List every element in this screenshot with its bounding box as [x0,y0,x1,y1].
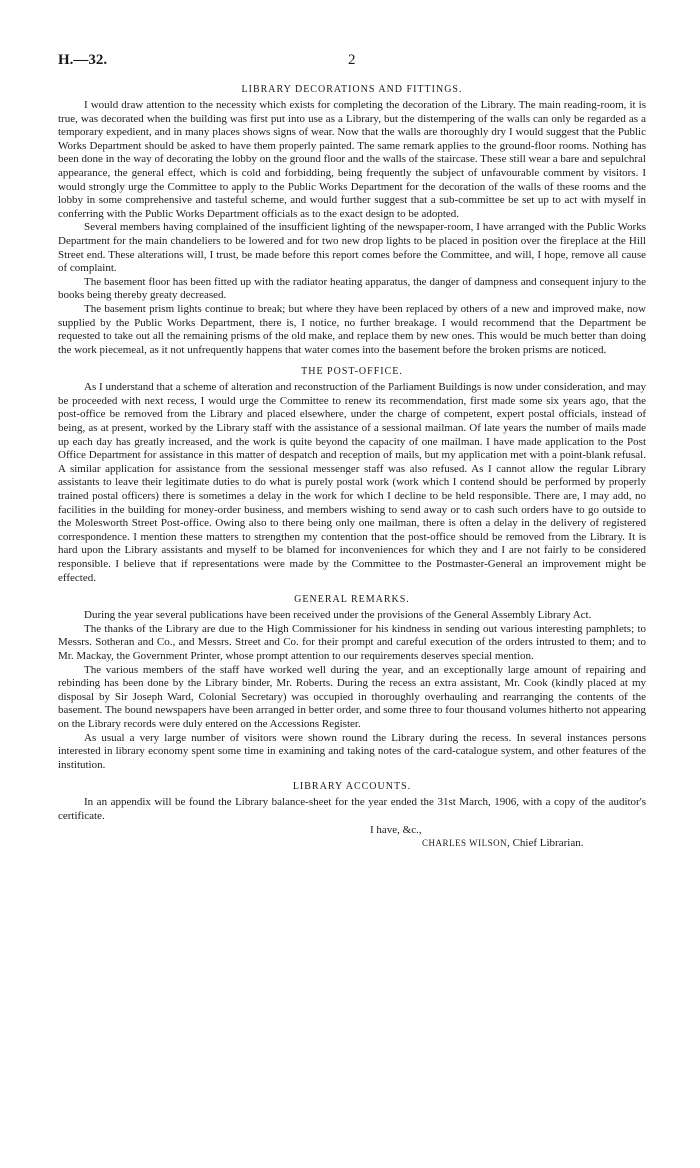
section-heading: LIBRARY ACCOUNTS. [292,781,412,793]
signatory-name: CHARLES WILSON [422,838,508,849]
paragraph: Several members having complained of the insufficient lighting of the newspaper-room, I have arranged with the Public Works Department for the main chandeliers to be lowered and for two new drop lights to be placed in position over the fireplace at the Hill Street end. These alterations will, I trust, be made before this report comes before the Committee, and will, I hope, remove all cause of complaint. [58,221,646,275]
paragraph: The basement floor has been fitted up with the radiator heating apparatus, the danger of dampness and consequent injury to the books being thereby greaty decreased. [58,275,646,302]
closing-line: I have, &c., [370,823,422,836]
paragraph: As I understand that a scheme of alteration and reconstruction of the Parliament Buildings is now under consideration, and may be proceeded with next recess, I would urge the Committee to renew its recommendation, first made some six years ago, that the post-office be removed from the Library and placed elsewhere, under the charge of competent, expert postal officials, instead of being, as at present, worked by the Library staff with the assistance of a sessional mailman. Of late years the number of mails made up each day has greatly increased, and the work is quite beyond the capacity of one mailman. I have made application to the Post Office Department for assistance in this matter of despatch and reception of mails, but my application met with a point-blank refusal. A similar application for assistance from the sessional messenger staff was also refused. As I cannot allow the regular Library assistants to leave their legitimate duties to do what is purely postal work (work which I contend should be performed by properly trained postal officers) there is sometimes a delay in the work for which I decline to be held responsible. There are, I may add, no facilities in the building for money-order business, and members wishing to send away or to cash such orders have to go outside to the Molesworth Street Post-office. Owing also to there being only one mailman, there is often a delay in the delivery of registered correspondence. I mention these matters to strengthen my contention that the post-office should be removed from the Library. It is hard upon the Library assistants and myself to be blamed for inconveniences for which they and I are not fairly to be considered responsible. I believe that if representations were made by the Committee to the Postmaster-General an improvement might be effected. [58,381,646,584]
page-header [58,52,646,72]
section-general-remarks [58,594,646,772]
section-library-accounts [58,781,646,823]
section-heading: THE POST-OFFICE. [301,366,403,378]
section-decorations [58,84,646,357]
paragraph: The thanks of the Library are due to the High Commissioner for his kindness in sending out various interesting pamphlets; to Messrs. Sotheran and Co., and Messrs. Street and Co. for their prompt and careful execution of the orders intrusted to them; and to Mr. Mackay, the Government Printer, whose prompt attention to our requirements deserves special mention. [58,622,646,662]
section-heading: GENERAL REMARKS. [294,594,410,606]
document-code: H.—32. [58,52,108,68]
signatory [58,837,646,851]
signature-block [58,824,646,851]
section-post-office [58,366,646,585]
page-number: 2 [348,52,356,68]
section-heading: LIBRARY DECORATIONS AND FITTINGS. [241,84,463,95]
paragraph: In an appendix will be found the Library balance-sheet for the year ended the 31st March, 1906, with a copy of the auditor's certificate. [58,796,646,822]
paragraph: The various members of the staff have worked well during the year, and an exceptionally large amount of repairing and rebinding has been done by the Library binder, Mr. Roberts. During the recess an extra assistant, Mr. Cook (kindly placed at my disposal by Sir Joseph Ward, Colonial Secretary) was occupied in thoroughly overhauling and rearranging the contents of the basement. The bound newspapers have been arranged in better order, and some three to four thousand volumes hitherto not appearing on the Library records were duly entered on the Accessions Register. [58,663,646,730]
signatory-title: , Chief Librarian. [507,837,584,850]
document-body [58,84,646,851]
paragraph: As usual a very large number of visitors were shown round the Library during the recess. In several instances persons interested in library economy spent some time in examining and taking notes of the card-catalogue system, and other features of the institution. [58,731,646,771]
paragraph: During the year several publications have been received under the provisions of the General Assembly Library Act. [84,609,592,622]
paragraph: The basement prism lights continue to break; but where they have been replaced by others of a new and improved make, now supplied by the Public Works Department, there is, I notice, no further breakage. I would recommend that the Department be requested to take out all the remaining prisms of the old make, and replace them by new ones. This would be much better than doing the work piecemeal, as it not unfrequently happens that water comes into the basement before the broken prisms are noticed. [58,302,646,356]
paragraph: I would draw attention to the necessity which exists for completing the decoration of the Library. The main reading-room, it is true, was decorated when the building was first put into use as a Library, but the distempering of the walls can only be regarded as a temporary expedient, and in many places shows signs of wear. Now that the walls are thoroughly dry I would suggest that the Public Works Department should be asked to have them properly painted. The same remark applies to the ground-floor rooms. Nothing has been done in the way of decorating the lobby on the ground floor and the walls of the staircase. These still wear a bare and sepulchral appearance, the general effect, which is cold and forbidding, being frequently the subject of unfavourable comment by visitors. I would strongly urge the Committee to apply to the Public Works Department for the decoration of the walls of these rooms and the lobby in some comprehensive and tasteful scheme, and would further suggest that a sub-committee be set up to act with myself in conferring with the Public Works Department officials as to the exact design to be adopted. [58,99,646,220]
